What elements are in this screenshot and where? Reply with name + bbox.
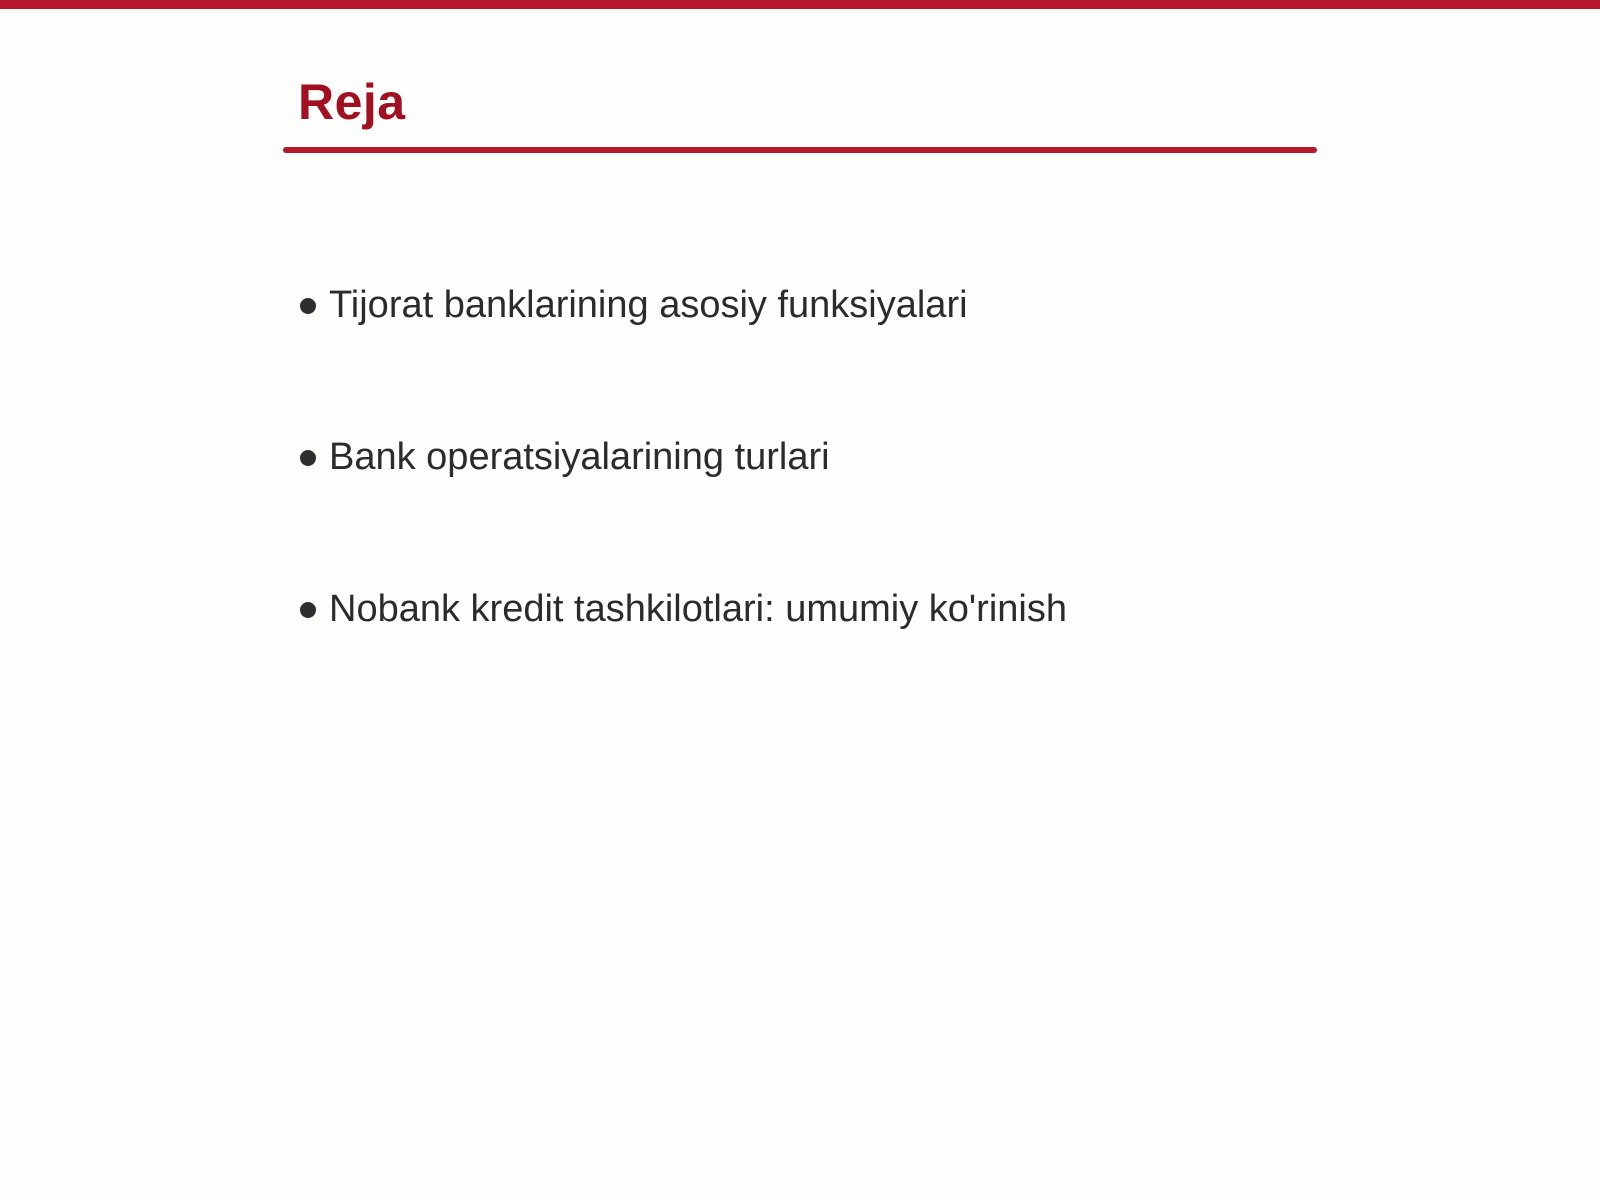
bullet-text: Tijorat banklarining asosiy funksiyalari xyxy=(329,284,968,326)
bullet-dot-icon xyxy=(300,298,316,314)
bullet-list xyxy=(300,272,1067,728)
bullet-text: Nobank kredit tashkilotlari: umumiy ko'rinish xyxy=(329,588,1067,630)
bullet-dot-icon xyxy=(300,602,316,618)
bullet-dot-icon xyxy=(300,450,316,466)
title-underline xyxy=(283,147,1317,153)
bullet-item xyxy=(300,576,1067,728)
bullet-text: Bank operatsiyalarining turlari xyxy=(329,436,830,478)
top-accent-bar xyxy=(0,0,1600,9)
bullet-item xyxy=(300,424,1067,576)
slide-title: Reja xyxy=(298,74,406,130)
bullet-item xyxy=(300,272,1067,424)
